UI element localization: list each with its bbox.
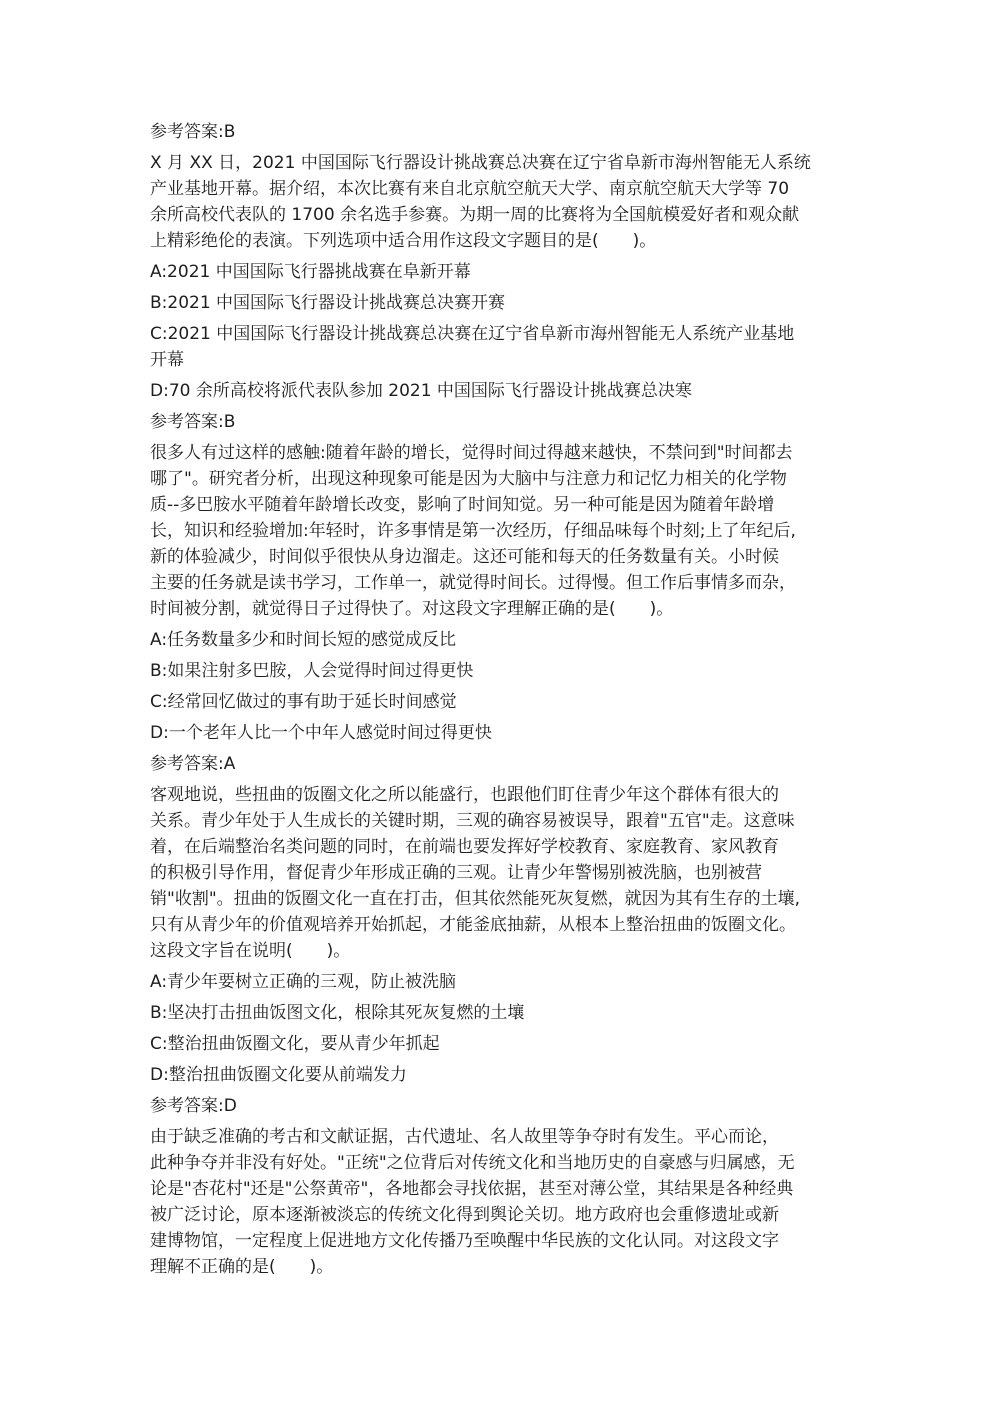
text-line: X 月 XX 日，2021 中国国际飞行器设计挑战赛总决赛在辽宁省阜新市海州智能无人系统 <box>150 153 811 173</box>
reference-answer: 参考答案:A <box>150 754 236 774</box>
text-line: C:整治扭曲饭圈文化，要从青少年抓起 <box>150 1034 440 1054</box>
question-text <box>150 782 860 964</box>
question-text <box>150 440 860 622</box>
text-line: A:青少年要树立正确的三观，防止被洗脑 <box>150 972 457 992</box>
text-line: 的积极引导作用，督促青少年形成正确的三观。让青少年警惕别被洗脑，也别被营 <box>150 863 762 883</box>
answer-option <box>150 689 860 715</box>
answer-option <box>150 378 860 404</box>
answer-option <box>150 259 860 285</box>
text-line: A:2021 中国国际飞行器挑战赛在阜新开幕 <box>150 262 471 282</box>
text-line: C:经常回忆做过的事有助于延长时间感觉 <box>150 692 457 712</box>
text-line: 论是"杏花村"还是"公祭黄帝"，各地都会寻找依据，甚至对薄公堂，其结果是各种经典 <box>150 1179 794 1199</box>
answer-option <box>150 1062 860 1088</box>
text-line: B:坚决打击扭曲饭图文化，根除其死灰复燃的土壤 <box>150 1003 525 1023</box>
answer-option <box>150 969 860 995</box>
text-line: 质--多巴胺水平随着年龄增长改变，影响了时间知觉。另一种可能是因为随着年龄增 <box>150 495 775 515</box>
text-line: D:70 余所高校将派代表队参加 2021 中国国际飞行器设计挑战赛总决寒 <box>150 381 692 401</box>
answer-option <box>150 1000 860 1026</box>
answer-option <box>150 321 860 373</box>
text-line: 关系。青少年处于人生成长的关键时期，三观的确容易被误导，跟着"五官"走。这意味 <box>150 811 795 831</box>
question-text <box>150 1124 860 1280</box>
reference-answer: 参考答案:B <box>150 122 236 142</box>
text-line: 此种争夺并非没有好处。"正统"之位背后对传统文化和当地历史的自豪感与归属感，无 <box>150 1153 795 1173</box>
text-line: A:任务数量多少和时间长短的感觉成反比 <box>150 630 457 650</box>
text-line: D:一个老年人比一个中年人感觉时间过得更快 <box>150 723 492 743</box>
text-line: 理解不正确的是( )。 <box>150 1257 334 1277</box>
text-line: 由于缺乏准确的考古和文献证据，古代遗址、名人故里等争夺时有发生。平心而论， <box>150 1127 779 1147</box>
text-line: 建博物馆，一定程度上促进地方文化传播乃至唤醒中华民族的文化认同。对这段文字 <box>150 1231 779 1251</box>
text-line: B:2021 中国国际飞行器设计挑战赛总决赛开赛 <box>150 293 506 313</box>
reference-answer: 参考答案:D <box>150 1096 237 1116</box>
text-line: B:如果注射多巴胺，人会觉得时间过得更快 <box>150 661 474 681</box>
text-line: 很多人有过这样的感触:随着年龄的增长，觉得时间过得越来越快，不禁问到"时间都去 <box>150 443 793 463</box>
text-line: C:2021 中国国际飞行器设计挑战赛总决赛在辽宁省阜新市海州智能无人系统产业基地 <box>150 324 795 344</box>
answer-option <box>150 720 860 746</box>
text-line: 上精彩绝伦的表演。下列选项中适合用作这段文字题目的是( )。 <box>150 231 657 251</box>
answer-option <box>150 1031 860 1057</box>
reference-answer: 参考答案:B <box>150 412 236 432</box>
text-line: 时间被分割，就觉得日子过得快了。对这段文字理解正确的是( )。 <box>150 599 674 619</box>
text-line: 长，知识和经验增加:年轻时，许多事情是第一次经历，仔细品味每个时刻;上了年纪后, <box>150 521 796 541</box>
question-text <box>150 150 860 254</box>
text-line: 着，在后端整治名类问题的同时，在前端也要发挥好学校教育、家庭教育、家风教育 <box>150 837 779 857</box>
text-line: 哪了"。研究者分析，出现这种现象可能是因为大脑中与注意力和记忆力相关的化学物 <box>150 469 787 489</box>
text-line: 新的体验减少，时间似乎很快从身边溜走。这还可能和每天的任务数量有关。小时候 <box>150 547 779 567</box>
text-line: 只有从青少年的价值观培养开始抓起，才能釜底抽薪，从根本上整治扭曲的饭圈文化。 <box>150 915 796 935</box>
text-line: 被广泛讨论，原本逐渐被淡忘的传统文化得到舆论关切。地方政府也会重修遗址或新 <box>150 1205 779 1225</box>
text-line: 产业基地开幕。据介绍，本次比赛有来自北京航空航天大学、南京航空航天大学等 70 <box>150 179 790 199</box>
text-line: 这段文字旨在说明( )。 <box>150 941 351 961</box>
answer-option <box>150 658 860 684</box>
text-line: 余所高校代表队的 1700 余名选手参赛。为期一周的比赛将为全国航模爱好者和观众献 <box>150 205 800 225</box>
text-line: 客观地说，些扭曲的饭圈文化之所以能盛行，也跟他们盯住青少年这个群体有很大的 <box>150 785 779 805</box>
answer-option <box>150 627 860 653</box>
answer-option <box>150 290 860 316</box>
text-line: 主要的任务就是读书学习，工作单一，就觉得时间长。过得慢。但工作后事情多而杂， <box>150 573 796 593</box>
text-line: D:整治扭曲饭圈文化要从前端发力 <box>150 1065 407 1085</box>
text-line: 销"收割"。扭曲的饭圈文化一直在打击，但其依然能死灰复燃，就因为其有生存的土壤, <box>150 889 801 909</box>
text-line: 开幕 <box>150 350 184 370</box>
document-page <box>150 119 860 1285</box>
